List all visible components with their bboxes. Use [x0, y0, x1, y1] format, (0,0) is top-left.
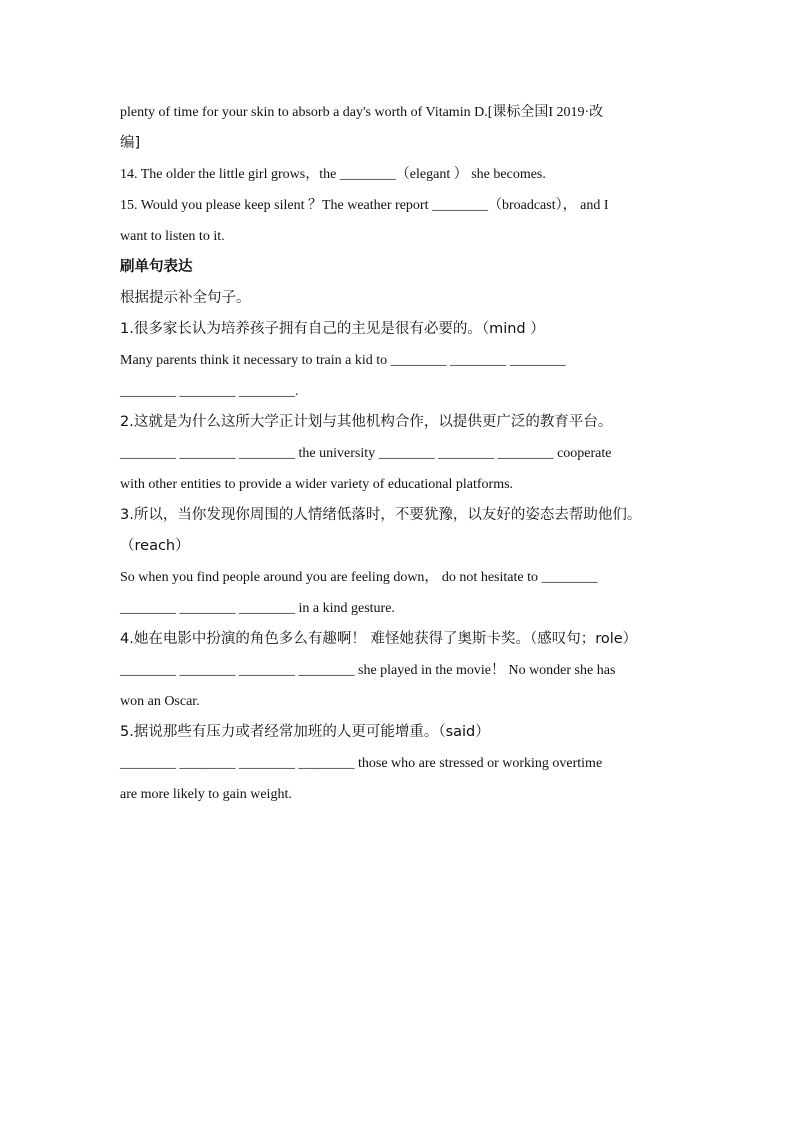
- question-14: 14. The older the little girl grows，the ________（elegant ） she becomes.: [120, 167, 546, 182]
- answer-2-line-1: ________ ________ ________ the university ________ ________ ________ cooperate: [120, 446, 612, 461]
- answer-3-line-1: So when you find people around you are feeling down， do not hesitate to ________: [120, 570, 598, 585]
- answer-5-line-2: are more likely to gain weight.: [120, 787, 292, 802]
- section-heading: 刷单句表达: [120, 259, 193, 275]
- answer-5-line-1: ________ ________ ________ ________ those who are stressed or working overtime: [120, 756, 603, 771]
- answer-1-line-1: Many parents think it necessary to train a kid to ________ ________ ________: [120, 353, 566, 368]
- text-line: plenty of time for your skin to absorb a day's worth of Vitamin D.[课标全国I 2019·改: [120, 105, 604, 120]
- answer-1-line-2: ________ ________ ________.: [120, 384, 299, 399]
- prompt-3: 3.所以，当你发现你周围的人情绪低落时，不要犹豫，以友好的姿态去帮助他们。: [120, 507, 642, 523]
- answer-4-line-1: ________ ________ ________ ________ she played in the movie！ No wonder she has: [120, 663, 616, 678]
- answer-3-line-2: ________ ________ ________ in a kind gesture.: [120, 601, 395, 616]
- answer-2-line-2: with other entities to provide a wider variety of educational platforms.: [120, 477, 514, 492]
- text-line: 编]: [120, 135, 141, 151]
- prompt-4: 4.她在电影中扮演的角色多么有趣啊！ 难怪她获得了奥斯卡奖。（感叹句；role）: [120, 631, 638, 647]
- answer-4-line-2: won an Oscar.: [120, 694, 200, 709]
- prompt-3-hint: （reach）: [120, 538, 190, 554]
- question-15: 15. Would you please keep silent ？The weather report ________（broadcast）， and I: [120, 198, 609, 213]
- prompt-5: 5.据说那些有压力或者经常加班的人更可能增重。（said）: [120, 724, 490, 740]
- text-line: want to listen to it.: [120, 229, 225, 244]
- section-instruction: 根据提示补全句子。: [120, 290, 251, 306]
- prompt-1: 1.很多家长认为培养孩子拥有自己的主见是很有必要的。（mind ）: [120, 321, 545, 337]
- document-page: [120, 97, 680, 810]
- prompt-2: 2.这就是为什么这所大学正计划与其他机构合作，以提供更广泛的教育平台。: [120, 414, 613, 430]
